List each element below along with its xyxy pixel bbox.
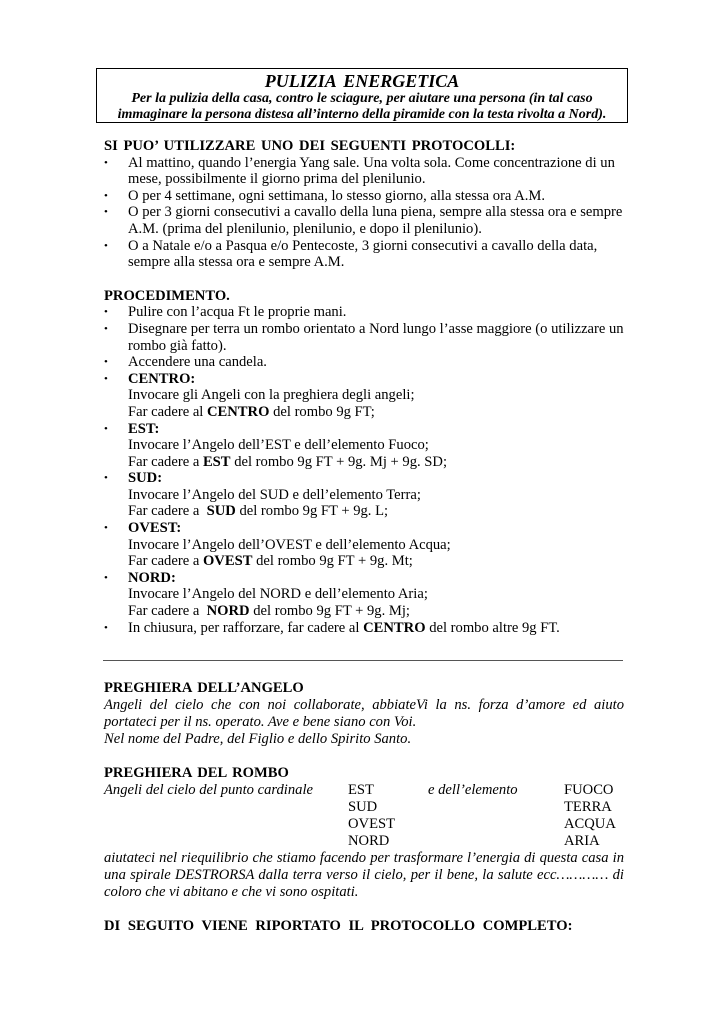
preghiera-angelo-heading: PREGHIERA DELL’ANGELO xyxy=(104,680,304,696)
preghiera-angelo-line: Nel nome del Padre, del Figlio e dello Spirito Santo. xyxy=(104,731,412,747)
list-item: • Accendere una candela. xyxy=(104,354,624,371)
step-label: OVEST: xyxy=(128,520,182,537)
list-item: • O a Natale e/o a Pasqua e/o Pentecoste, 3 giorni consecutivi a cavallo della data, sempre alla stessa ora e sempre A.M. xyxy=(104,238,624,271)
rombo-direction: NORD xyxy=(348,833,390,849)
step-bold: SUD xyxy=(206,503,236,520)
horizontal-divider xyxy=(103,660,623,661)
step-bold: CENTRO xyxy=(363,619,426,636)
step-text: del rombo 9g FT + 9g. Mj + 9g. SD; xyxy=(230,453,448,470)
list-item: • O per 4 settimane, ogni settimana, lo stesso giorno, alla stessa ora A.M. xyxy=(104,188,624,205)
rombo-element: TERRA xyxy=(564,799,612,815)
step-label: EST: xyxy=(128,420,160,437)
step-bold: EST xyxy=(202,453,231,470)
preghiera-rombo-heading: PREGHIERA DEL ROMBO xyxy=(104,765,289,781)
protocolli-heading: SI PUO’ UTILIZZARE UNO DEI SEGUENTI PROTOCOLLI: xyxy=(104,138,516,154)
step-text: Far cadere a xyxy=(128,453,203,470)
rombo-direction: OVEST xyxy=(348,816,396,832)
step-text: del rombo 9g FT + 9g. L; xyxy=(235,503,389,520)
step-label: CENTRO: xyxy=(128,370,196,387)
step-text: del rombo altre 9g FT. xyxy=(425,619,560,636)
preghiera-rombo-table xyxy=(104,782,624,850)
list-item: • Al mattino, quando l’energia Yang sale. Una volta sola. Come concentrazione di un mese, possibilmente il giorno prima del plenilunio. xyxy=(104,155,624,188)
subtitle-line-2: immaginare la persona distesa all’interno della piramide con la testa rivolta a Nord). xyxy=(117,107,607,122)
preghiera-rombo-line: una spirale DESTRORSA dalla terra verso il cielo, per il bene, la salute ecc………… di xyxy=(104,867,624,883)
title-box xyxy=(96,68,628,123)
step-chiusura xyxy=(104,620,624,637)
step-invocation: Invocare l’Angelo del NORD e dell’elemento Aria; xyxy=(128,586,428,603)
step-text: In chiusura, per rafforzare, far cadere al xyxy=(128,619,364,636)
step-sud xyxy=(104,470,624,520)
page-title: PULIZIA ENERGETICA xyxy=(264,71,460,91)
list-item: • Disegnare per terra un rombo orientato a Nord lungo l’asse maggiore (o utilizzare un rombo già fatto). xyxy=(104,321,624,354)
rombo-direction: SUD xyxy=(348,799,378,815)
preghiera-angelo-line: Angeli del cielo che con noi collaborate, abbiateVi la ns. forza d’amore ed aiuto xyxy=(104,697,624,713)
step-invocation: Invocare gli Angeli con la preghiera degli angeli; xyxy=(128,387,415,404)
step-text: Far cadere a xyxy=(128,503,207,520)
final-heading: DI SEGUITO VIENE RIPORTATO IL PROTOCOLLO COMPLETO: xyxy=(104,918,573,934)
step-centro xyxy=(104,371,624,421)
step-label: SUD: xyxy=(128,470,163,487)
step-text: Far cadere a xyxy=(128,553,203,570)
step-invocation: Invocare l’Angelo del SUD e dell’elemento Terra; xyxy=(128,486,421,503)
prayers-section xyxy=(104,680,624,935)
procedimento-heading: PROCEDIMENTO. xyxy=(104,287,230,304)
rombo-mid: e dell’elemento xyxy=(428,782,518,798)
rombo-element: ARIA xyxy=(564,833,600,849)
rombo-intro: Angeli del cielo del punto cardinale xyxy=(104,782,313,798)
step-bold: NORD xyxy=(206,603,250,620)
protocolli-list xyxy=(104,155,624,271)
preghiera-angelo-line: portateci per il ns. operato. Ave e bene siano con Voi. xyxy=(104,714,417,730)
rombo-direction: EST xyxy=(348,782,374,798)
rombo-element: ACQUA xyxy=(564,816,616,832)
rombo-element: FUOCO xyxy=(564,782,614,798)
subtitle-line-1: Per la pulizia della casa, contro le sciagure, per aiutare una persona (in tal caso xyxy=(131,91,593,106)
step-ovest xyxy=(104,520,624,570)
step-text: Far cadere al xyxy=(128,403,207,420)
step-nord xyxy=(104,570,624,620)
step-bold: CENTRO xyxy=(207,403,270,420)
step-invocation: Invocare l’Angelo dell’EST e dell’elemento Fuoco; xyxy=(128,437,429,454)
step-text: Far cadere a xyxy=(128,603,207,620)
step-label: NORD: xyxy=(128,569,176,586)
step-text: del rombo 9g FT; xyxy=(269,403,375,420)
preghiera-rombo-line: coloro che vi abitano e che vi sono ospitati. xyxy=(104,884,359,900)
procedimento-list xyxy=(104,304,624,636)
step-est xyxy=(104,421,624,471)
step-text: del rombo 9g FT + 9g. Mt; xyxy=(252,553,413,570)
list-item: • Pulire con l’acqua Ft le proprie mani. xyxy=(104,304,624,321)
step-bold: OVEST xyxy=(202,553,253,570)
list-item: • O per 3 giorni consecutivi a cavallo della luna piena, sempre alla stessa ora e sempre A.M. (prima del plenilunio, plenilunio, e dopo il plenilunio). xyxy=(104,204,624,237)
step-invocation: Invocare l’Angelo dell’OVEST e dell’elemento Acqua; xyxy=(128,536,451,553)
step-text: del rombo 9g FT + 9g. Mj; xyxy=(249,603,410,620)
main-content xyxy=(104,138,624,636)
preghiera-rombo-line: aiutateci nel riequilibrio che stiamo facendo per trasformare l’energia di questa casa in xyxy=(104,850,624,866)
